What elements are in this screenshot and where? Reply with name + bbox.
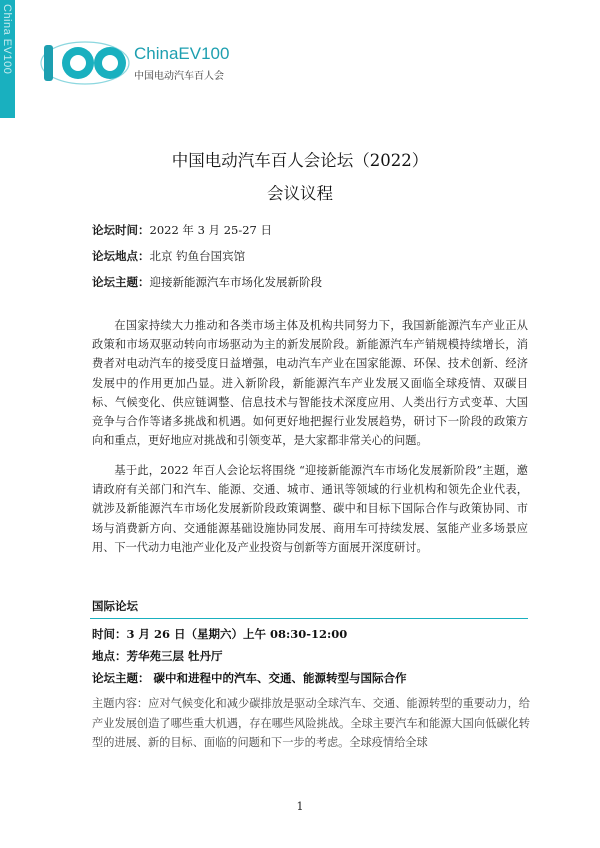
section-divider — [90, 618, 528, 619]
session-topic: 论坛主题： 碳中和进程中的汽车、交通、能源转型与国际合作 — [92, 671, 407, 685]
meta-theme-value: 迎接新能源汽车市场化发展新阶段 — [149, 275, 322, 289]
meta-time — [92, 222, 272, 238]
intro-paragraph-1: 在国家持续大力推动和各类市场主体及机构共同努力下，我国新能源汽车产业正从政策和市场双驱动转向市场驱动为主的新发展阶段。新能源汽车产销规模持续增长，消费者对电动汽车的接受度日益增强，电动汽车产业在国家能源、环保、技术创新、经济发展中的作用更加凸显。进入新阶段，新能源汽车产业发展又面临全球疫情、双碳目标、气候变化、供应链调整、信息技术与智能技术深度应用、人类出行方式变革、大国竞争与合作等诸多挑战和机遇。如何更好地把握行业发展趋势，研讨下一阶段的政策方向和重点，更好地应对挑战和引领变革，是大家都非常关心的问题。 — [92, 319, 528, 448]
intro-paragraph-2: 基于此，2022 年百人会论坛将围绕 “迎接新能源汽车市场化发展新阶段”主题，邀请政府有关部门和汽车、能源、交通、城市、通讯等领域的行业机构和领先企业代表，就涉及新能源汽车市场化发展新阶段政策调整、碳中和目标下国际合作与政策协同、市场与消费新方向、交通能源基础设施协同发展、商用车可持续发展、氢能产业多场景应用、下一代动力电池产业化及产业投资与创新等方面展开深度研讨。 — [92, 464, 528, 554]
logo — [38, 40, 238, 90]
side-brand-strip — [0, 0, 15, 118]
meta-theme — [92, 274, 322, 290]
meta-time-value: 2022 年 3 月 25-27 日 — [149, 223, 273, 237]
page-title: 中国电动汽车百人会论坛（2022） — [171, 151, 429, 170]
session-location: 地点：芳华苑三层 牡丹厅 — [92, 649, 223, 663]
logo-subtitle: 中国电动汽车百人会 — [134, 71, 224, 82]
logo-mark-icon — [38, 40, 132, 86]
meta-theme-label: 论坛主题： — [92, 275, 150, 289]
session-time: 时间：3 月 26 日（星期六）上午 08:30-12:00 — [92, 627, 348, 641]
meta-location-label: 论坛地点： — [92, 249, 150, 263]
side-brand-text: China EV100 — [1, 4, 13, 75]
meta-location-value: 北京 钓鱼台国宾馆 — [149, 249, 246, 263]
meta-time-label: 论坛时间： — [92, 223, 150, 237]
section-heading: 国际论坛 — [92, 599, 138, 613]
page-subtitle: 会议议程 — [267, 184, 333, 203]
meta-location — [92, 248, 245, 264]
session-content: 主题内容：应对气候变化和减少碳排放是驱动全球汽车、交通、能源转型的重要动力，给产业发展创造了哪些重大机遇，存在哪些风险挑战。全球主要汽车和能源大国向低碳化转型的进展、新的目标、面临的问题和下一步的考虑。全球疫情给全球 — [92, 697, 530, 749]
logo-name: ChinaEV100 — [134, 44, 230, 63]
page-number: 1 — [296, 800, 304, 813]
